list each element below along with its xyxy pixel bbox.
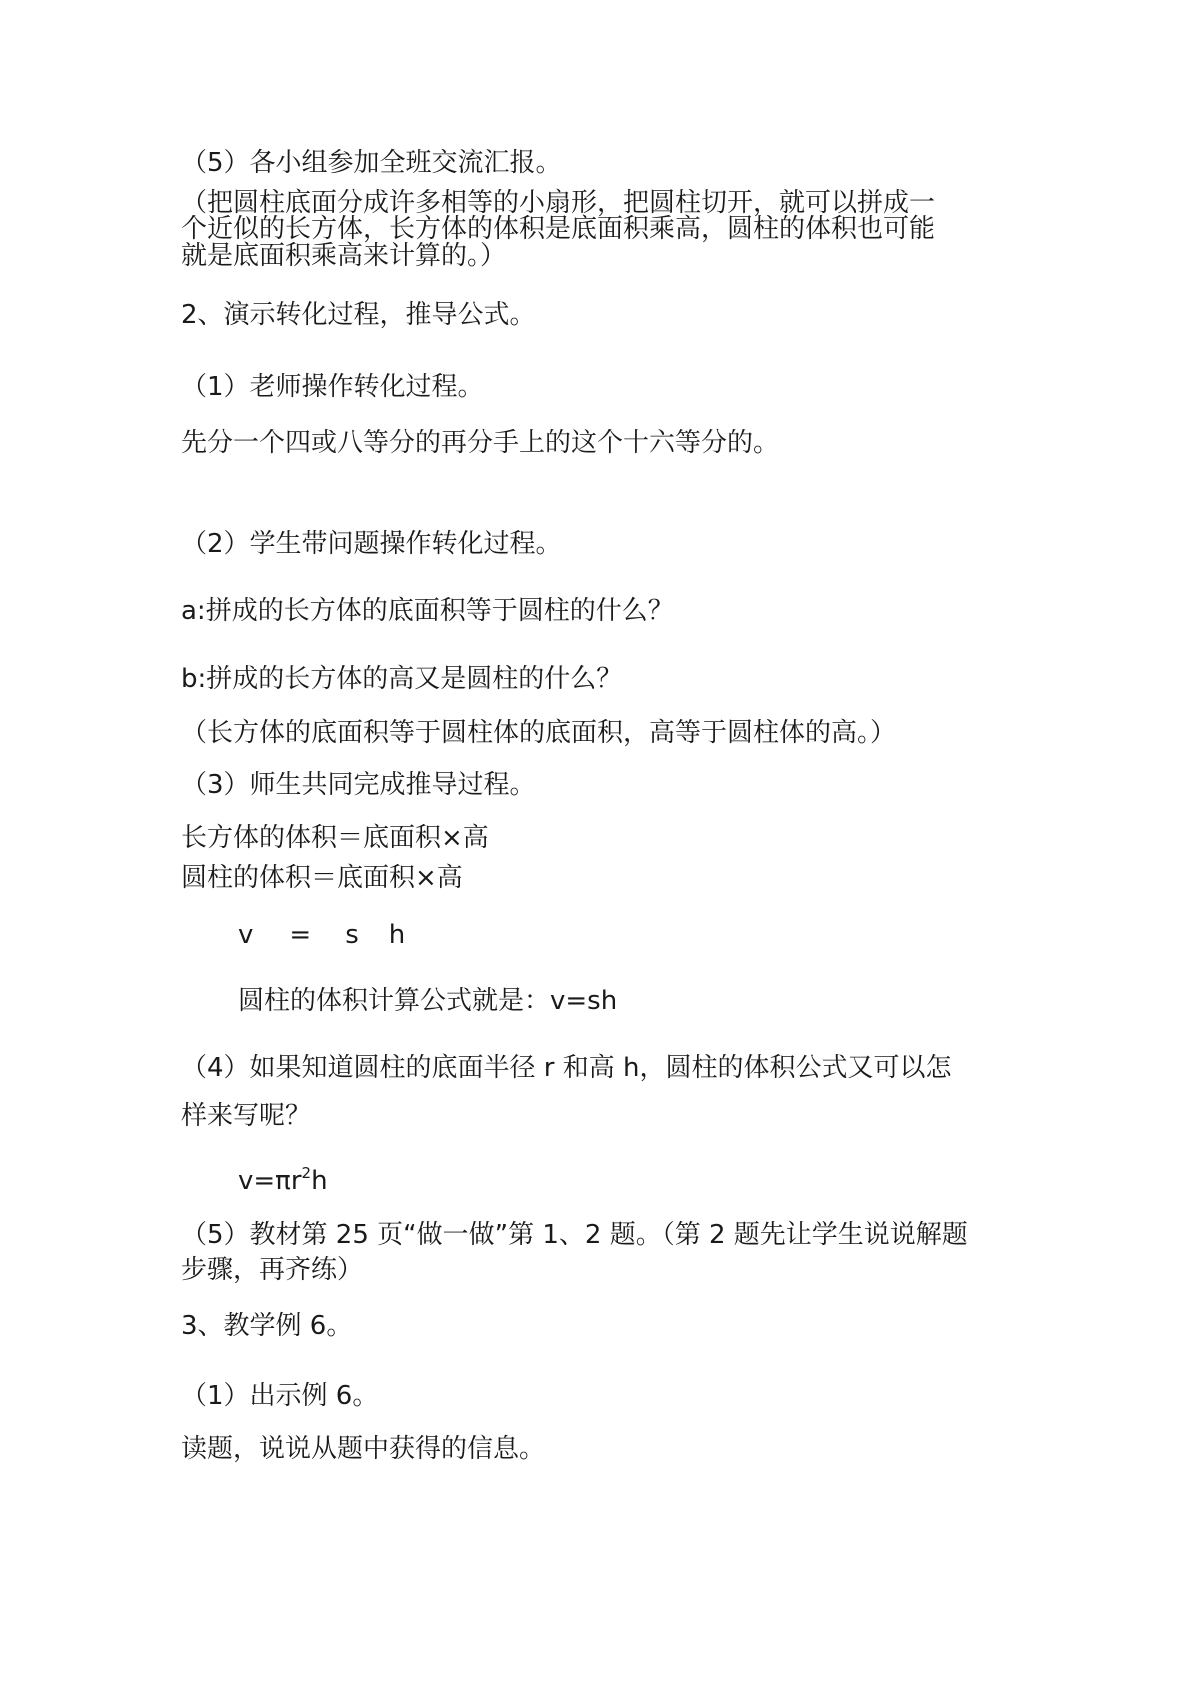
- equation-cylinder-volume: 圆柱的体积＝底面积×高: [181, 863, 463, 893]
- paragraph-student-operation: （2）学生带问题操作转化过程。: [181, 529, 562, 559]
- paragraph-exercise-line-2: 步骤，再齐练）: [181, 1255, 364, 1285]
- question-b: b:拼成的长方体的高又是圆柱的什么？: [181, 664, 623, 694]
- paragraph-explanation-line-2: 个近似的长方体，长方体的体积是底面积乘高，圆柱的体积也可能: [181, 214, 936, 244]
- paragraph-explanation-line-3: 就是底面积乘高来计算的。）: [181, 241, 507, 271]
- formula-base: v=πr: [238, 1166, 302, 1196]
- paragraph-derivation: （3）师生共同完成推导过程。: [181, 770, 536, 800]
- formula-v-s-h: [238, 922, 405, 948]
- paragraph-answer: （长方体的底面积等于圆柱体的底面积，高等于圆柱体的高。）: [181, 718, 897, 748]
- equation-cuboid-volume: 长方体的体积＝底面积×高: [181, 823, 489, 853]
- question-a: a:拼成的长方体的底面积等于圆柱的什么？: [181, 596, 674, 626]
- formula-exponent: 2: [301, 1164, 312, 1182]
- paragraph-exercise-line-1: （5）教材第 25 页“做一做”第 1、2 题。（第 2 题先让学生说说解题: [181, 1220, 968, 1250]
- paragraph-radius-question-line-1: （4）如果知道圆柱的底面半径 r 和高 h，圆柱的体积公式又可以怎: [181, 1053, 952, 1083]
- formula-v-pi-r-squared-h: [238, 1164, 328, 1196]
- paragraph-teacher-operation: （1）老师操作转化过程。: [181, 372, 484, 402]
- paragraph-group-report: （5）各小组参加全班交流汇报。: [181, 148, 562, 178]
- formula-symbol-equals: =: [289, 920, 312, 950]
- paragraph-radius-question-line-2: 样来写呢？: [181, 1101, 312, 1131]
- paragraph-divide-steps: 先分一个四或八等分的再分手上的这个十六等分的。: [181, 428, 780, 458]
- heading-section-2: 2、演示转化过程，推导公式。: [181, 300, 536, 330]
- formula-symbol-s: s: [345, 920, 359, 950]
- formula-tail: h: [311, 1166, 328, 1196]
- paragraph-formula-statement: 圆柱的体积计算公式就是：v=sh: [238, 986, 618, 1016]
- formula-symbol-v: v: [238, 920, 254, 950]
- paragraph-read-question: 读题，说说从题中获得的信息。: [181, 1434, 546, 1464]
- paragraph-show-example: （1）出示例 6。: [181, 1381, 379, 1411]
- heading-section-3: 3、教学例 6。: [181, 1311, 353, 1341]
- paragraph-explanation-line-1: （把圆柱底面分成许多相等的小扇形，把圆柱切开，就可以拼成一: [181, 188, 936, 218]
- formula-symbol-h: h: [388, 920, 406, 950]
